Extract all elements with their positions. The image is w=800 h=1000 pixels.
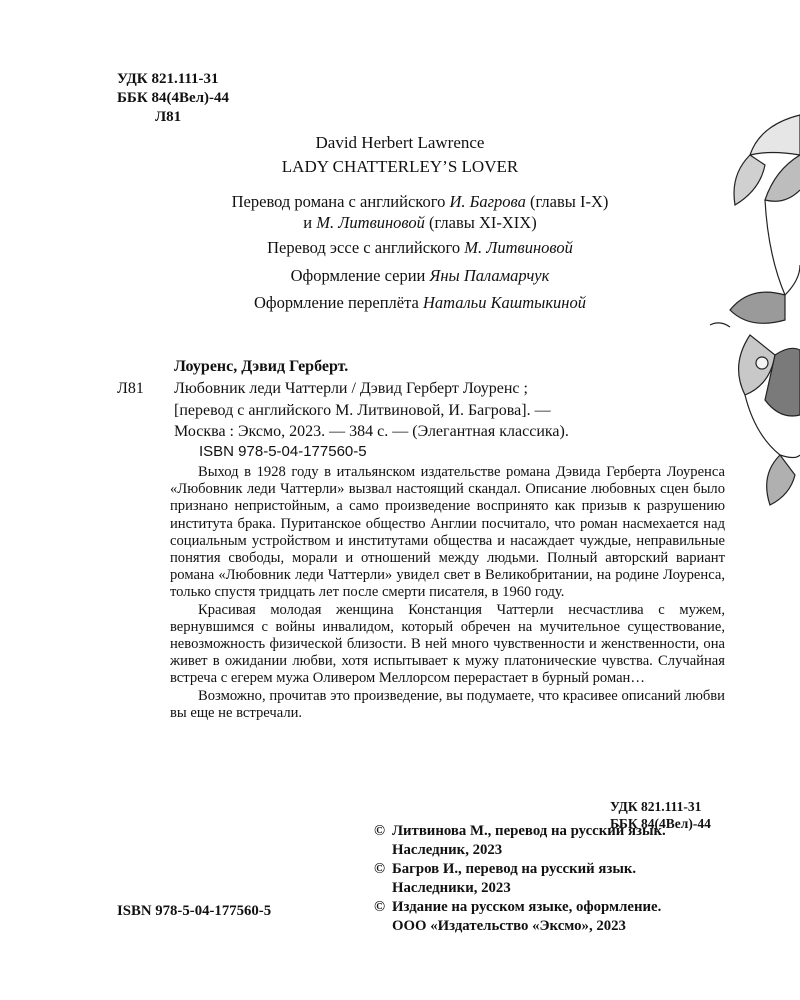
copyright-line: Багров И., перевод на русский язык. <box>392 861 637 877</box>
bib-isbn: ISBN 978-5-04-177560-5 <box>199 443 367 460</box>
copyright-line: Литвинова М., перевод на русский язык. <box>392 823 666 839</box>
original-title: LADY CHATTERLEY’S LOVER <box>281 157 519 176</box>
credits-binding <box>100 293 740 313</box>
annotation <box>170 464 725 722</box>
copyright-entry <box>374 898 666 936</box>
original-author: David Herbert Lawrence <box>315 133 485 152</box>
translator-2-chapters: (главы XI-XIX) <box>424 213 537 232</box>
bbk-code: ББК 84(4Вел)-44 <box>117 90 230 106</box>
copyright-block <box>374 822 666 936</box>
series-designer: Яны Паламарчук <box>429 266 550 285</box>
annotation-paragraph-1: Выход в 1928 году в итальянском издательстве романа Дэвида Герберта Лоуренса «Любовник леди Чаттерли» вызвал настоящий скандал. Описание любовных сцен было признано непристойным, а само произведение воспринято как призыв к разрушению института брака. Пуританское общество Англии посчитало, что роман насмехается над социальным устройством и институтами общества и насаждает чуждые, неправильные понятия свободы, морали и отношений между людьми. Полный авторский вариант романа «Любовник леди Чаттерли» увидел свет в Великобритании, на родине Лоуренса, только спустя тридцать лет после смерти писателя, в 1960 году. <box>170 464 725 601</box>
binding-prefix: Оформление переплёта <box>254 293 423 312</box>
udk-code: УДК 821.111-31 <box>117 71 219 87</box>
bib-line-3: Москва : Эксмо, 2023. — 384 с. — (Элегантная классика). <box>174 423 569 440</box>
copyright-line: Наследники, 2023 <box>392 880 511 896</box>
translator-1-chapters: (главы I-X) <box>525 192 609 211</box>
translator-2: М. Литвиновой <box>316 213 425 232</box>
credits-translation <box>100 191 740 233</box>
credits-essay <box>100 238 740 258</box>
translation-prefix: Перевод романа с английского <box>231 192 450 211</box>
bib-line-1: Любовник леди Чаттерли / Дэвид Герберт Лоуренс ; <box>174 380 528 397</box>
copyright-entry <box>374 822 666 860</box>
annotation-paragraph-3: Возможно, прочитав это произведение, вы подумаете, что красивее описаний любви вы еще не встречали. <box>170 687 725 721</box>
copyright-line: ООО «Издательство «Эксмо», 2023 <box>392 918 626 934</box>
bib-mark: Л81 <box>117 380 144 397</box>
copyright-line: Наследник, 2023 <box>392 842 503 858</box>
binding-designer: Натальи Каштыкиной <box>422 293 586 312</box>
bbk-code-bottom: ББК 84(4Вел)-44 <box>610 816 711 831</box>
copyright-line: Издание на русском языке, оформление. <box>392 899 662 915</box>
essay-translator: М. Литвиновой <box>464 238 573 257</box>
udk-code-bottom: УДК 821.111-31 <box>610 799 702 814</box>
copyright-icon: © <box>374 861 386 877</box>
translator-1: И. Багрова <box>449 192 526 211</box>
author-mark: Л81 <box>155 109 182 125</box>
bib-record <box>174 378 719 443</box>
bib-heading: Лоуренс, Дэвид Герберт. <box>174 358 349 375</box>
copyright-entry <box>374 860 666 898</box>
isbn-bottom: ISBN 978-5-04-177560-5 <box>117 903 272 919</box>
classification-top <box>117 70 229 127</box>
bib-line-2: [перевод с английского М. Литвиновой, И. Багрова]. — <box>174 401 551 419</box>
essay-prefix: Перевод эссе с английского <box>267 238 465 257</box>
annotation-paragraph-2: Красивая молодая женщина Констанция Чаттерли несчастлива с мужем, вернувшимся с войны инвалидом, который обречен на мучительное существование, невозможность физической близости. В ней много чувственности и женственности, она живет в ожидании любви, хотя испытывает к мужу платонические чувства. Случайная встреча с егерем мужа Оливером Меллорсом перерастает в бурный роман… <box>170 601 725 687</box>
and-word: и <box>303 213 317 232</box>
series-prefix: Оформление серии <box>290 266 430 285</box>
copyright-icon: © <box>374 823 386 839</box>
copyright-icon: © <box>374 899 386 915</box>
credits-series <box>100 266 740 286</box>
